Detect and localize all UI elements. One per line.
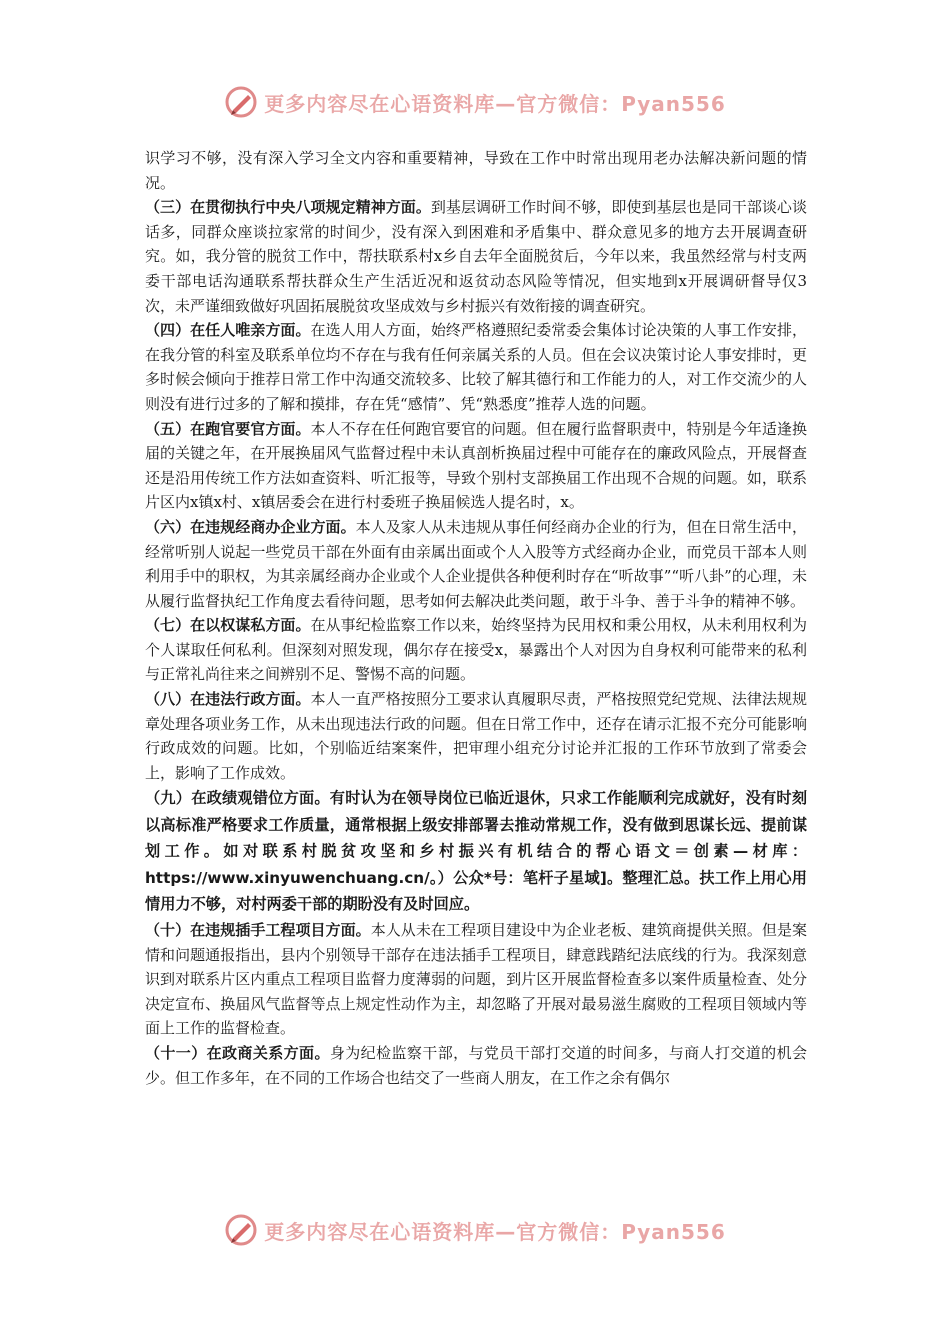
paragraph-intro [145, 146, 807, 195]
paragraph-section-11 [145, 1041, 807, 1090]
paragraph-section-5 [145, 417, 807, 515]
paragraph-section-9: （九）在政绩观错位方面。有时认为在领导岗位已临近退休，只求工作能顺利完成就好，没有时刻以高标准严格要求工作质量，通常根据上级安排部署去推动常规工作，没有做到思谋长远、提前谋划工作。如对联系村脱贫攻坚和乡村振兴有机结合的帮心语文＝创素—材库：https://www.xinyuwenchuang.cn/。）公众*号：笔杆子星域]。整理汇总。扶工作上用心用情用力不够，对村两委干部的期盼没有及时回应。 [145, 789, 807, 914]
paragraph-section-6 [145, 515, 807, 613]
pen-logo-icon [224, 85, 258, 119]
document-body [145, 146, 807, 1090]
paragraph-heading: （四）在任人唯亲方面。 [145, 321, 311, 340]
paragraph-section-10 [145, 918, 807, 1041]
paragraph-heading: （三）在贯彻执行中央八项规定精神方面。 [145, 198, 431, 217]
paragraph-section-3 [145, 195, 807, 318]
paragraph-heading: （十）在违规插手工程项目方面。 [145, 920, 371, 939]
paragraph-heading: （十一）在政商关系方面。 [145, 1043, 330, 1062]
paragraph-text: 本人一直严格按照分工要求认真履职尽责，严格按照党纪党规、法律法规规章处理各项业务工作，从未出现违法行政的问题。但在日常工作中，还存在请示汇报不充分可能影响行政成效的问题。比如，个别临近结案案件，把审理小组充分讨论并汇报的工作环节放到了常委会上，影响了工作成效。 [145, 690, 807, 782]
footer-watermark-banner [0, 1210, 950, 1250]
paragraph-heading: （八）在违法行政方面。 [145, 690, 311, 709]
paragraph-text: 本人从未在工程项目建设中为企业老板、建筑商提供关照。但是案情和问题通报指出，县内个别领导干部存在违法插手工程项目，肆意践踏纪法底线的行为。我深刻意识到对联系片区内重点工程项目监督力度薄弱的问题，到片区开展监督检查多以案件质量检查、处分决定宣布、换届风气监督等点上规定性动作为主，却忽略了开展对最易滋生腐败的工程项目领域内等面上工作的监督检查。 [145, 920, 807, 1038]
paragraph-text: 在选人用人方面，始终严格遵照纪委常委会集体讨论决策的人事工作安排，在我分管的科室及联系单位均不存在与我有任何亲属关系的人员。但在会议决策讨论人事安排时，更多时候会倾向于推荐日常工作中沟通交流较多、比较了解其德行和工作能力的人，对工作交流少的人则没有进行过多的了解和摸排，存在凭“感情”、凭“熟悉度”推荐人选的问题。 [145, 321, 807, 413]
paragraph-section-4 [145, 318, 807, 416]
paragraph-heading: （五）在跑官要官方面。 [145, 419, 311, 438]
paragraph-section-8 [145, 687, 807, 785]
paragraph-text: 到基层调研工作时间不够，即使到基层也是同干部谈心谈话多，同群众座谈拉家常的时间少，没有深入到困难和矛盾集中、群众意见多的地方去开展调查研究。如，我分管的脱贫工作中，帮扶联系村x乡自去年全面脱贫后，今年以来，我虽然经常与村支两委干部电话沟通联系帮扶群众生产生活近况和返贫动态风险等情况，但实地到x开展调研督导仅3次，未严谨细致做好巩固拓展脱贫攻坚成效与乡村振兴有效衔接的调查研究。 [145, 198, 807, 315]
paragraph-heading: （七）在以权谋私方面。 [145, 616, 311, 635]
paragraph-section-7 [145, 613, 807, 687]
paragraph-text: 识学习不够，没有深入学习全文内容和重要精神，导致在工作中时常出现用老办法解决新问题的情况。 [145, 149, 807, 192]
watermark-text: 更多内容尽在心语资料库—官方微信：Pyan556 [264, 1219, 726, 1244]
paragraph-text: 本人不存在任何跑官要官的问题。但在履行监督职责中，特别是今年适逢换届的关键之年，在开展换届风气监督过程中未认真剖析换届过程中可能存在的廉政风险点，开展督查还是沿用传统工作方法如查资料、听汇报等，导致个别村支部换届工作出现不合规的问题。如，联系片区内x镇x村、x镇居委会在进行村委班子换届候选人提名时，x。 [145, 419, 807, 512]
header-watermark-banner [0, 82, 950, 122]
pen-logo-icon [224, 1213, 258, 1247]
paragraph-text: 在从事纪检监察工作以来，始终坚持为民用权和秉公用权，从未利用权利为个人谋取任何私利。但深刻对照发现，偶尔存在接受x，暴露出个人对因为自身权利可能带来的私利与正常礼尚往来之间辨别不足、警惕不高的问题。 [145, 616, 807, 684]
paragraph-text: 本人及家人从未违规从事任何经商办企业的行为，但在日常生活中，经常听别人说起一些党员干部在外面有由亲属出面或个人入股等方式经商办企业，而党员干部本人则利用手中的职权，为其亲属经商办企业或个人企业提供各种便利时存在“听故事”“听八卦”的心理，未从履行监督执纪工作角度去看待问题，思考如何去解决此类问题，敢于斗争、善于斗争的精神不够。 [145, 517, 807, 610]
watermark-text: 更多内容尽在心语资料库—官方微信：Pyan556 [264, 91, 726, 116]
paragraph-text: 身为纪检监察干部，与党员干部打交道的时间多，与商人打交道的机会少。但工作多年，在不同的工作场合也结交了一些商人朋友，在工作之余有偶尔 [145, 1043, 807, 1087]
paragraph-heading: （六）在违规经商办企业方面。 [145, 517, 356, 536]
